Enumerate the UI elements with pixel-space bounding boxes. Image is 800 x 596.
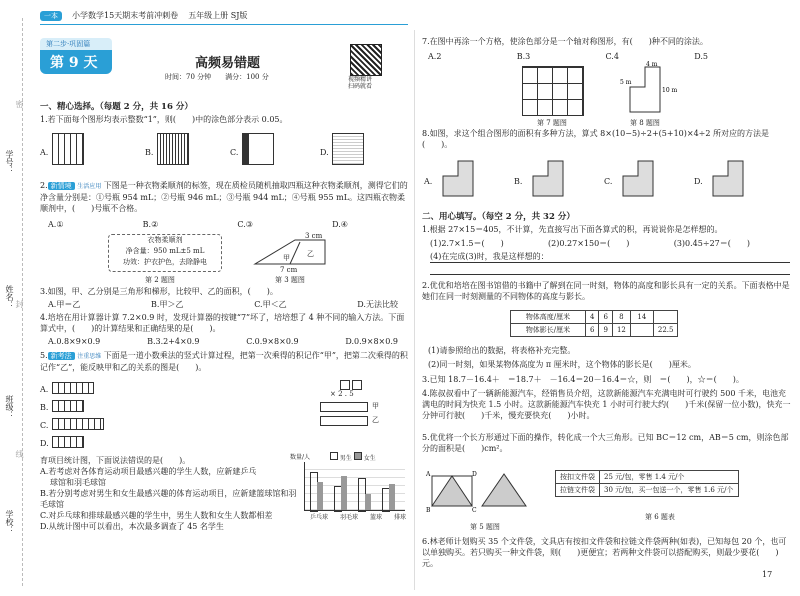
day-badge: [40, 38, 122, 78]
opt-c-grid: [242, 133, 274, 165]
name-label: 姓名：: [5, 285, 14, 309]
score-label: 满分：100 分: [225, 73, 269, 81]
q1-options: A. B. C. D.: [40, 133, 410, 169]
fig-b: 乙: [307, 250, 314, 258]
svg-text:A: A: [426, 471, 431, 478]
day-label: 第 9 天: [40, 50, 112, 74]
grade-label: 五年级上册 SJ版: [188, 11, 248, 20]
q4-options: A.0.8×9×0.9 B.3.2+4×0.9 C.0.9×8×0.9 D.0.9×8×0.9: [48, 337, 398, 346]
s2q6-table: 按扣文件袋 25 元/包，零售 1.4 元/个 拉链文件袋 30 元/包，买一包送一个，零售 1.6 元/个: [555, 470, 739, 497]
q2-tag: 新情境: [48, 182, 75, 190]
opt-d-grid: [332, 133, 364, 165]
s2q5-caption: 第 5 题图: [470, 523, 500, 531]
s2q1-stem: 1.根据 27×15＝405，不计算，先直接写出下面各算式的积，再说说你是怎样想的。: [422, 225, 723, 234]
mark-seal: 密: [15, 100, 24, 108]
page-header: [40, 10, 247, 21]
s2q2-sub2: (2)同一时刻，如果某物体高度为 π 厘米时，这个物体的影长是( )厘米。: [428, 360, 696, 369]
section2-heading: 二、用心填写。（每空 2 分，共 32 分）: [422, 212, 575, 222]
svg-text:10 m: 10 m: [662, 87, 678, 94]
svg-text:B: B: [426, 507, 431, 514]
s2q5-figure: [426, 470, 536, 520]
q5-options: A. B. C. D.: [40, 380, 160, 450]
s2q4-stem: 4.陈叔叔看中了一辆新能源汽车，经销售员介绍，这款新能源汽车充满电时可行驶约 500 千米，电池充满电的时间为快充 1.5 小时。这款新能源汽车快充 1 小时可行驶大约( )千米(保留一位小数)，快充一分钟可行驶( )千米，慢充要快充( )小时。: [422, 389, 791, 420]
step-label: 第二步·巩固篇: [40, 38, 112, 50]
svg-text:4 m: 4 m: [646, 61, 658, 68]
q8-caption: 第 8 题图: [630, 119, 660, 127]
q2-caption: 第 2 题图: [145, 276, 175, 284]
q6-stem: 育项目统计图，下面说法错误的是( )。 A.若考虑对各体育运动项目最感兴趣的学生人数，应新建乒乓 球馆和羽毛球馆 B.若分别考虑对男生和女生最感兴趣的体育运动项目，应新建篮球馆和羽毛球馆 C.对乒乓球和排球最感兴趣的学生中，男生人数和女生人数都相差 D.从统计图中可以看出，本次最多调查了 45 名学生: [40, 456, 297, 531]
s2q1-items: (1)2.7×1.5＝( ) (2)0.27×150＝( ) (3)0.45÷27＝( ): [430, 239, 750, 248]
s2q2-stem: 2.优优和培培在图书馆借的书籍中了解到在同一时刻，物体的高度和影长具有一定的关系。下面表格中是她们在同一时刻测量的不同物体的高度与影长。: [422, 281, 790, 301]
fig-bottom: 7 cm: [280, 266, 298, 274]
mark-seal2: 封: [15, 300, 24, 308]
page-title: 高频易错题: [195, 56, 261, 71]
q2-stem: 2. 新情境 生活应用 下图是一种衣物柔顺剂的标签，现在质检员随机抽取四瓶这种衣物柔顺剂，测得它们的净含量分别是：①号瓶 954 mL；②号瓶 946 mL；③号瓶 944 mL；④号瓶 955 mL。这四瓶衣物柔顺剂中，( )号瓶不合格。: [40, 181, 408, 213]
logo-icon: 一本: [40, 11, 62, 21]
series-title: 小学数学15天期末考前冲刺卷: [72, 11, 179, 20]
s2q5-stem: 5.优优将一个长方形通过下面的操作，转化成一个大三角形。已知 BC＝12 cm，AB＝5 cm，则涂色部分的面积是( )cm²。: [422, 433, 789, 453]
svg-text:D: D: [472, 471, 477, 478]
s2q2-table: 物体高度/厘米 4 6 8 14 物体影长/厘米 6 9 12 22.5: [510, 310, 678, 337]
q6-bar-chart: 数量/人 男生 女生 乒乓球 羽毛球 篮球 排球: [290, 454, 406, 521]
q3-caption: 第 3 题图: [275, 276, 305, 284]
q3-figure: [255, 232, 335, 272]
s2q6-stem: 6.林老师计划购买 35 个文件袋，文具店有按扣文件袋和拉链文件袋两种(如表)，已知每包 20 个，也可以单独购买。若只购买一种文件袋，则( )更便宜；若两种文件袋可以搭配购买，则最少要花( )元。: [422, 537, 787, 568]
q7-grid: [522, 66, 584, 116]
q7-caption: 第 7 题图: [537, 119, 567, 127]
q8-options: A. B. C. D.: [424, 156, 794, 202]
q5-vertical-calc: × 2 . 5 甲 乙: [320, 380, 400, 440]
q5-stem: 5. 新考法 注重思维 下面是一道小数乘法的竖式计算过程，把第一次乘得的积记作“甲”，把第二次乘得的积记作“乙”，能反映甲和乙的关系的图是( )。: [40, 351, 408, 372]
qr-code-icon: [350, 44, 382, 76]
q1-stem: 1.若下面每个图形均表示整数“1”，则( )中的涂色部分表示 0.05。: [40, 115, 288, 124]
svg-text:5 m: 5 m: [620, 79, 632, 86]
q4-stem: 4.培培在用计算器计算 7.2×0.9 时，发现计算器的按键“7”坏了，培培想了 4 种不同的输入方法。下面算式中，( )的计算结果和正确结果的是( )。: [40, 313, 405, 333]
s2q3-stem: 3.已知 18.7－16.4＋ ＝18.7＋ －16.4＝20－16.4＝☆，则 ＝( )，☆＝( )。: [422, 375, 744, 384]
product-label-box: 衣物柔顺剂 净含量：950 mL±5 mL 功效：护衣护色，去除静电: [108, 234, 222, 272]
class-label: 班级：: [5, 395, 14, 419]
q8-figure-main: [620, 61, 678, 117]
q3-stem: 3.如图，甲、乙分别是三角形和梯形，比较甲、乙的面积，( )。: [40, 287, 278, 296]
s2q6-caption: 第 6 题表: [645, 513, 675, 521]
time-label: 时间：70 分钟: [165, 73, 212, 81]
mark-b: 乙: [372, 416, 379, 424]
section1-heading: 一、精心选择。（每题 2 分，共 16 分）: [40, 102, 193, 112]
s2q1-note: (4)在完成(3)时，我是这样想的：: [430, 251, 790, 263]
s2q2-sub1: (1)请参照给出的数据，将表格补充完整。: [428, 346, 576, 355]
page-number: 17: [762, 570, 773, 579]
svg-text:C: C: [472, 507, 477, 514]
q3-options: A.甲＝乙 B.甲＞乙 C.甲＜乙 D.无法比较: [48, 300, 398, 309]
meta-info: [165, 72, 269, 82]
fig-top: 3 cm: [305, 232, 323, 240]
q5-tag: 新考法: [48, 352, 75, 360]
mark-line: 线: [15, 450, 24, 458]
qr-caption: 视频精讲 扫码就看: [348, 76, 373, 90]
q8-stem: 8.如图，求这个组合图形的面积有多种方法，算式 8×(10−5)÷2+(5+10)×4÷2 所对应的方法是( )。: [422, 129, 770, 149]
q7-options: A.2 B.3 C.4 D.5: [428, 52, 708, 61]
q2-options: A.① B.② C.③ D.④: [48, 220, 348, 229]
opt-b-grid: [157, 133, 189, 165]
mark-a: 甲: [372, 402, 379, 410]
student-id-label: 学号：: [5, 150, 14, 174]
fig-a: 甲: [283, 254, 290, 262]
q7-stem: 7.在图中再涂一个方格，使涂色部分是一个轴对称图形，有( )种不同的涂法。: [422, 37, 708, 46]
opt-a-grid: [52, 133, 84, 165]
binding-strip: [0, 0, 32, 596]
school-label: 学校：: [5, 510, 14, 534]
